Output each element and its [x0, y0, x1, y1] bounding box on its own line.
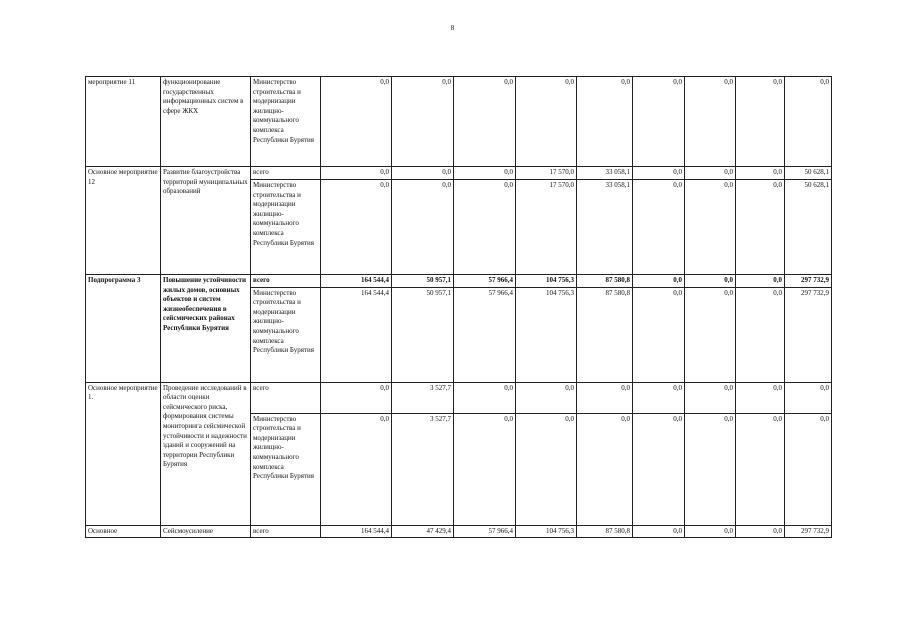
- value-cell: 0,0: [392, 180, 454, 275]
- table-row: [86, 525, 832, 538]
- value-cell: 50 957,1: [392, 287, 454, 382]
- value-cell: 0,0: [736, 275, 785, 288]
- value-cell: 0,0: [516, 413, 577, 525]
- value-cell: 57 966,4: [454, 275, 516, 288]
- title-cell: функционирование государственных информационных систем в сфере ЖКХ: [161, 77, 251, 167]
- value-cell: 57 966,4: [454, 287, 516, 382]
- value-cell: 0,0: [736, 167, 785, 180]
- value-cell: 0,0: [454, 77, 516, 167]
- value-cell: 0,0: [633, 167, 685, 180]
- value-cell: 0,0: [321, 167, 392, 180]
- title-cell: Сейсмоусиление: [161, 525, 251, 538]
- program-cell: Основное мероприятие 1.: [86, 382, 161, 525]
- value-cell: 104 756,3: [516, 275, 577, 288]
- value-cell: 0,0: [577, 77, 633, 167]
- value-cell: 164 544,4: [321, 525, 392, 538]
- value-cell: 104 756,3: [516, 525, 577, 538]
- value-cell: 0,0: [454, 167, 516, 180]
- table-row: [86, 382, 832, 413]
- title-cell: Проведение исследований в области оценки сейсмического риска, формирования системы мониторинга сейсмической устойчивости и надежности зданий и сооружений на территории Республики Бурятия: [161, 382, 251, 525]
- value-cell: 0,0: [454, 382, 516, 413]
- value-cell: 0,0: [454, 180, 516, 275]
- executor-cell: всего: [251, 525, 321, 538]
- program-cell: мероприятие 11: [86, 77, 161, 167]
- executor-cell: Министерство строительства и модернизации жилищно-коммунального комплекса Республики Бурятия: [251, 413, 321, 525]
- value-cell: 0,0: [516, 382, 577, 413]
- executor-cell: всего: [251, 275, 321, 288]
- value-cell: 0,0: [736, 287, 785, 382]
- budget-table: [85, 76, 832, 538]
- value-cell: 0,0: [736, 77, 785, 167]
- value-cell: 0,0: [685, 413, 736, 525]
- value-cell: 17 570,0: [516, 167, 577, 180]
- executor-cell: Министерство строительства и модернизации жилищно-коммунального комплекса Республики Бурятия: [251, 180, 321, 275]
- executor-cell: всего: [251, 382, 321, 413]
- value-cell: 0,0: [577, 382, 633, 413]
- value-cell: 0,0: [633, 180, 685, 275]
- value-cell: 57 966,4: [454, 525, 516, 538]
- page-number: 8: [450, 24, 455, 32]
- value-cell: 0,0: [633, 413, 685, 525]
- value-cell: 0,0: [392, 167, 454, 180]
- value-cell: 17 570,0: [516, 180, 577, 275]
- value-cell: 104 756,3: [516, 287, 577, 382]
- title-cell: Повышение устойчивости жилых домов, основных объектов и систем жизнеобеспечения в сейсмических районах Республики Бурятия: [161, 275, 251, 383]
- value-cell: 0,0: [454, 413, 516, 525]
- value-cell: 0,0: [633, 287, 685, 382]
- value-cell: 0,0: [321, 413, 392, 525]
- value-cell: 0,0: [633, 382, 685, 413]
- value-cell: 0,0: [736, 413, 785, 525]
- executor-cell: всего: [251, 167, 321, 180]
- value-cell: 297 732,9: [785, 287, 832, 382]
- table-row: [86, 167, 832, 180]
- value-cell: 0,0: [633, 77, 685, 167]
- table-row: [86, 275, 832, 288]
- table-row: [86, 77, 832, 167]
- value-cell: 87 580,8: [577, 525, 633, 538]
- value-cell: 164 544,4: [321, 275, 392, 288]
- program-cell: Подпрограмма 3: [86, 275, 161, 383]
- value-cell: 0,0: [736, 525, 785, 538]
- value-cell: 0,0: [633, 275, 685, 288]
- executor-cell: Министерство строительства и модернизации жилищно-коммунального комплекса Республики Бурятия: [251, 77, 321, 167]
- value-cell: 0,0: [685, 275, 736, 288]
- value-cell: 297 732,9: [785, 525, 832, 538]
- value-cell: 0,0: [736, 180, 785, 275]
- value-cell: 164 544,4: [321, 287, 392, 382]
- value-cell: 0,0: [321, 77, 392, 167]
- value-cell: 0,0: [577, 413, 633, 525]
- value-cell: 50 628,1: [785, 167, 832, 180]
- executor-cell: Министерство строительства и модернизации жилищно-коммунального комплекса Республики Бурятия: [251, 287, 321, 382]
- value-cell: 3 527,7: [392, 382, 454, 413]
- value-cell: 0,0: [785, 413, 832, 525]
- value-cell: 87 580,8: [577, 275, 633, 288]
- value-cell: 33 058,1: [577, 167, 633, 180]
- title-cell: Развитие благоустройства территорий муниципальных образований: [161, 167, 251, 275]
- value-cell: 0,0: [633, 525, 685, 538]
- value-cell: 0,0: [685, 382, 736, 413]
- value-cell: 0,0: [785, 77, 832, 167]
- value-cell: 50 628,1: [785, 180, 832, 275]
- value-cell: 0,0: [321, 382, 392, 413]
- value-cell: 0,0: [785, 382, 832, 413]
- value-cell: 0,0: [516, 77, 577, 167]
- value-cell: 33 058,1: [577, 180, 633, 275]
- value-cell: 3 527,7: [392, 413, 454, 525]
- program-cell: Основное: [86, 525, 161, 538]
- value-cell: 0,0: [685, 77, 736, 167]
- value-cell: 297 732,9: [785, 275, 832, 288]
- value-cell: 87 580,8: [577, 287, 633, 382]
- value-cell: 0,0: [392, 77, 454, 167]
- value-cell: 0,0: [685, 167, 736, 180]
- value-cell: 0,0: [321, 180, 392, 275]
- program-cell: Основное мероприятие 12: [86, 167, 161, 275]
- value-cell: 47 429,4: [392, 525, 454, 538]
- value-cell: 0,0: [685, 180, 736, 275]
- value-cell: 50 957,1: [392, 275, 454, 288]
- value-cell: 0,0: [685, 287, 736, 382]
- value-cell: 0,0: [685, 525, 736, 538]
- value-cell: 0,0: [736, 382, 785, 413]
